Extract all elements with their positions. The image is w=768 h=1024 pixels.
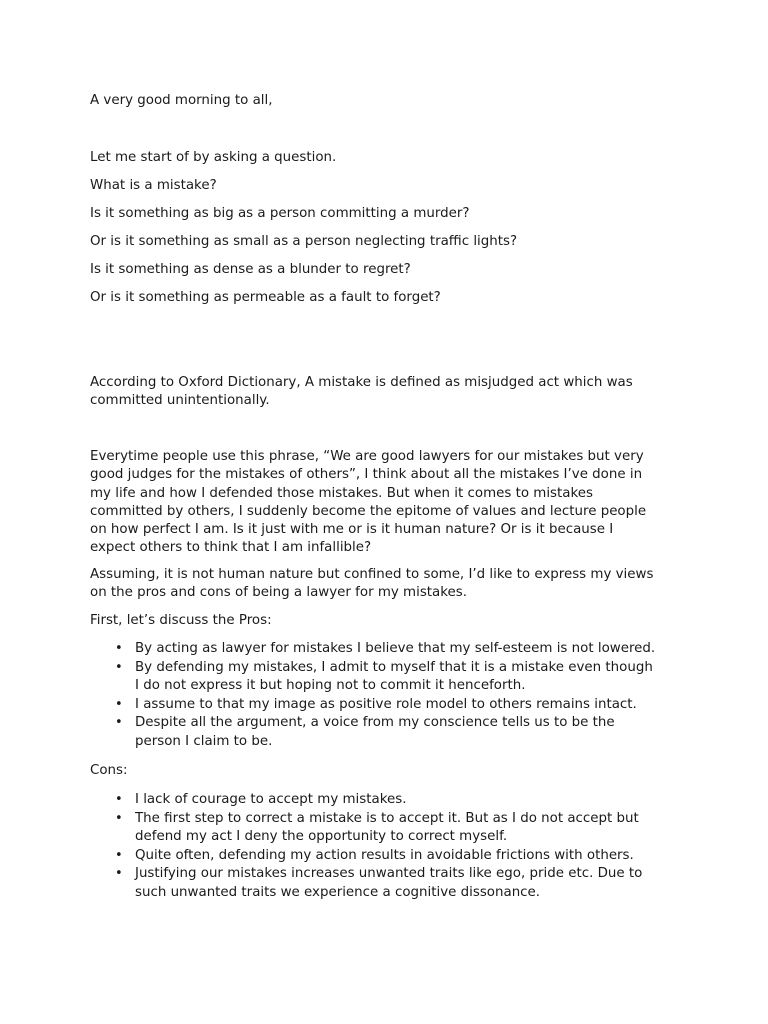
list-item bbox=[90, 847, 690, 866]
bullet-icon: • bbox=[115, 810, 123, 826]
assuming-paragraph bbox=[90, 566, 680, 603]
bullet-icon: • bbox=[115, 847, 123, 863]
text-line: Everytime people use this phrase, “We are good lawyers for our mistakes but very bbox=[90, 449, 644, 464]
text-line: on how perfect I am. Is it just with me or is it human nature? Or is it because I bbox=[90, 522, 614, 538]
list-item bbox=[90, 810, 690, 847]
text-line: committed unintentionally. bbox=[90, 393, 270, 409]
question-line: Is it something as big as a person committing a murder? bbox=[90, 206, 470, 221]
text-line: committed by others, I suddenly become the epitome of values and lecture people bbox=[90, 503, 647, 519]
question-line: Is it something as dense as a blunder to regret? bbox=[90, 262, 411, 277]
list-item bbox=[90, 640, 690, 659]
text-line: By defending my mistakes, I admit to myself that it is a mistake even though bbox=[135, 659, 653, 675]
bullet-icon: • bbox=[115, 866, 123, 882]
text-line: I assume to that my image as positive role model to others remains intact. bbox=[135, 696, 637, 712]
cons-heading: Cons: bbox=[90, 763, 128, 778]
text-line: According to Oxford Dictionary, A mistake is defined as misjudged act which was bbox=[90, 375, 633, 390]
text-line: my life and how I defended those mistakes. But when it comes to mistakes bbox=[90, 485, 593, 501]
list-item bbox=[90, 696, 690, 715]
text-line: Assuming, it is not human nature but confined to some, I’d like to express my views bbox=[90, 567, 654, 582]
pros-heading: First, let’s discuss the Pros: bbox=[90, 613, 272, 628]
text-line: I do not express it but hoping not to commit it henceforth. bbox=[135, 678, 526, 694]
bullet-icon: • bbox=[115, 792, 123, 807]
question-line: Let me start of by asking a question. bbox=[90, 150, 337, 165]
text-line: good judges for the mistakes of others”, I think about all the mistakes I’ve done in bbox=[90, 467, 643, 483]
text-line: Justifying our mistakes increases unwanted traits like ego, pride etc. Due to bbox=[135, 866, 643, 882]
text-line: Quite often, defending my action results in avoidable frictions with others. bbox=[135, 847, 634, 863]
pros-list bbox=[90, 640, 690, 752]
question-line: Or is it something as small as a person neglecting traffic lights? bbox=[90, 234, 518, 249]
bullet-icon: • bbox=[115, 659, 123, 675]
list-item bbox=[90, 659, 690, 696]
text-line: expect others to think that I am infallible? bbox=[90, 540, 372, 556]
list-item bbox=[90, 714, 690, 751]
phrase-paragraph bbox=[90, 448, 680, 558]
text-line: The first step to correct a mistake is to accept it. But as I do not accept but bbox=[135, 810, 639, 826]
document-page bbox=[90, 0, 690, 1024]
list-item bbox=[90, 791, 690, 810]
text-line: on the pros and cons of being a lawyer for my mistakes. bbox=[90, 585, 467, 601]
question-line: What is a mistake? bbox=[90, 178, 217, 193]
text-line: By acting as lawyer for mistakes I believe that my self-esteem is not lowered. bbox=[135, 641, 656, 656]
text-line: such unwanted traits we experience a cognitive dissonance. bbox=[135, 884, 541, 900]
bullet-icon: • bbox=[115, 715, 123, 731]
text-line: defend my act I deny the opportunity to correct myself. bbox=[135, 829, 508, 845]
text-line: Despite all the argument, a voice from my conscience tells us to be the bbox=[135, 715, 615, 731]
text-line: I lack of courage to accept my mistakes. bbox=[135, 792, 407, 807]
bullet-icon: • bbox=[115, 641, 123, 656]
question-line: Or is it something as permeable as a fault to forget? bbox=[90, 290, 441, 305]
bullet-icon: • bbox=[115, 696, 123, 712]
greeting: A very good morning to all, bbox=[90, 93, 273, 108]
list-item bbox=[90, 865, 690, 902]
text-line: person I claim to be. bbox=[135, 733, 273, 749]
definition-paragraph bbox=[90, 374, 680, 411]
cons-list bbox=[90, 791, 690, 903]
